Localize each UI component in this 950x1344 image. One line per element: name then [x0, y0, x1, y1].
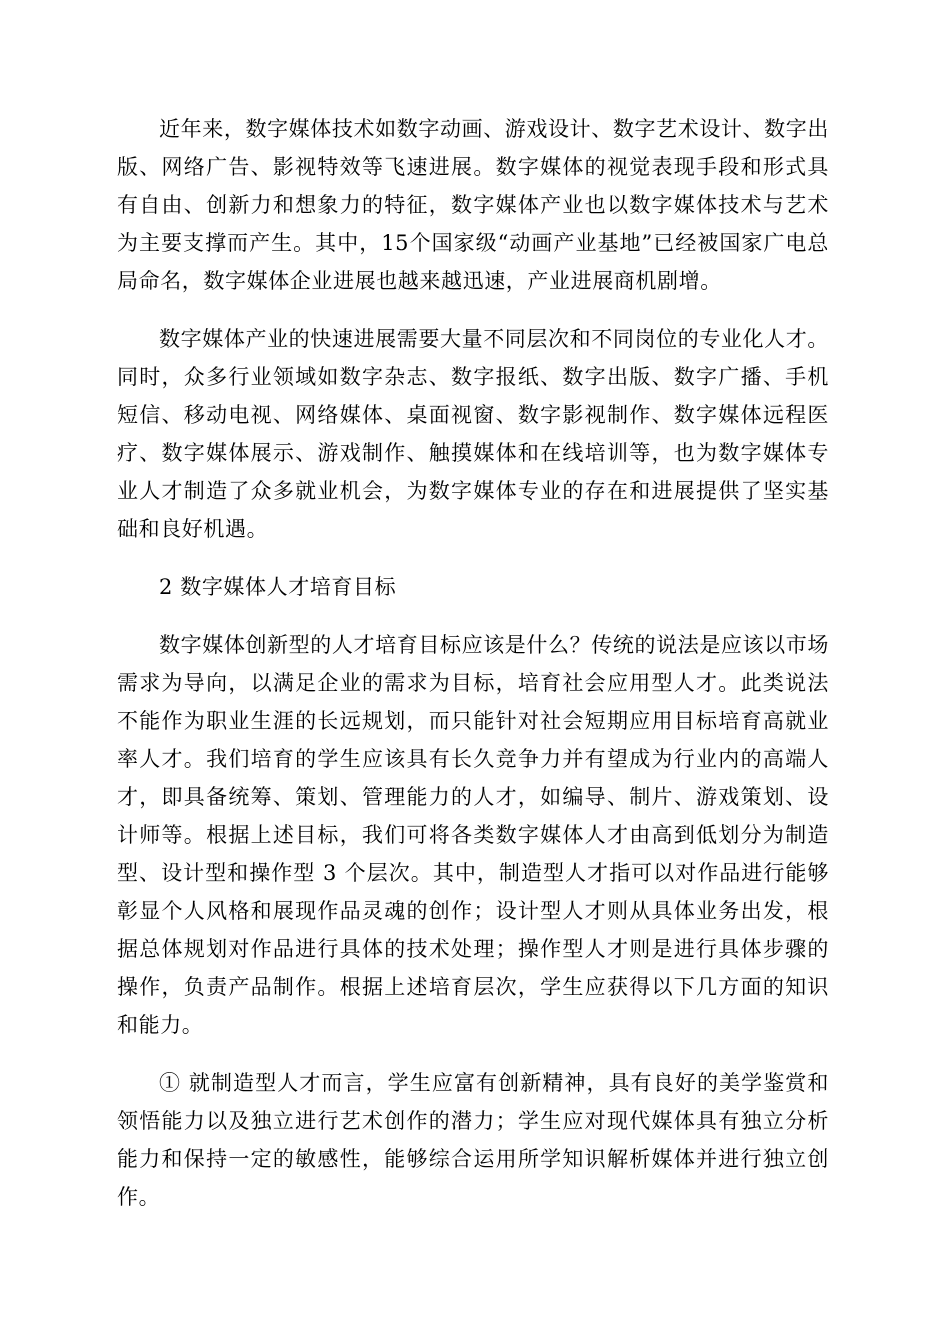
paragraph-spacer — [117, 300, 829, 320]
paragraph-spacer — [117, 548, 829, 568]
section-heading: 2 数字媒体人才培育目标 — [159, 575, 397, 599]
paragraph-creative-talent: ① 就制造型人才而言，学生应富有创新精神，具有良好的美学鉴赏和领悟能力以及独立进行艺术创作的潜力；学生应对现代媒体具有独立分析能力和保持一定的敏感性，能够综合运用所学知识解析媒体并进行独立创作。 — [117, 1071, 829, 1209]
paragraph-spacer — [117, 606, 829, 626]
paragraph-industry-demand: 数字媒体产业的快速进展需要大量不同层次和不同岗位的专业化人才。同时，众多行业领域如数字杂志、数字报纸、数字出版、数字广播、手机短信、移动电视、网络媒体、桌面视窗、数字影视制作、数字媒体远程医疗、数字媒体展示、游戏制作、触摸媒体和在线培训等，也为数字媒体专业人才制造了众多就业机会，为数字媒体专业的存在和进展提供了坚实基础和良好机遇。 — [117, 327, 829, 541]
paragraph-training-goals: 数字媒体创新型的人才培育目标应该是什么？传统的说法是应该以市场需求为导向，以满足企业的需求为目标，培育社会应用型人才。此类说法不能作为职业生涯的长远规划，而只能针对社会短期应用目标培育高就业率人才。我们培育的学生应该具有长久竞争力并有望成为行业内的高端人才，即具备统筹、策划、管理能力的人才，如编导、制片、游戏策划、设计师等。根据上述目标，我们可将各类数字媒体人才由高到低划分为制造型、设计型和操作型 3 个层次。其中，制造型人才指可以对作品进行能够彰显个人风格和展现作品灵魂的创作；设计型人才则从具体业务出发，根据总体规划对作品进行具体的技术处理；操作型人才则是进行具体步骤的操作，负责产品制作。根据上述培育层次，学生应获得以下几方面的知识和能力。 — [117, 633, 829, 1037]
document-body — [117, 110, 829, 1216]
paragraph-intro: 近年来，数字媒体技术如数字动画、游戏设计、数字艺术设计、数字出版、网络广告、影视特效等飞速进展。数字媒体的视觉表现手段和形式具有自由、创新力和想象力的特征，数字媒体产业也以数字媒体技术与艺术为主要支撑而产生。其中，15个国家级“动画产业基地”已经被国家广电总局命名，数字媒体企业进展也越来越迅速，产业进展商机剧增。 — [117, 117, 829, 293]
paragraph-spacer — [117, 1044, 829, 1064]
